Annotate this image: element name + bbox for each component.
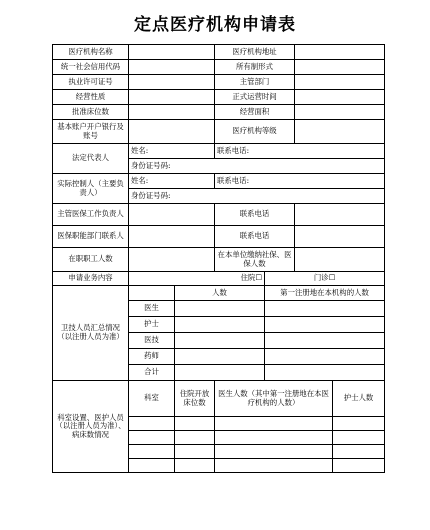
section-label: 卫技人员汇总情况（以注册人员为准）	[53, 286, 129, 381]
field-label: 联系电话	[215, 226, 295, 248]
field-label: 统一社会信用代码	[53, 60, 129, 75]
input-cell[interactable]	[129, 445, 175, 459]
input-cell[interactable]	[175, 417, 215, 431]
field-label: 医疗机构等级	[215, 120, 295, 144]
input-cell[interactable]	[129, 226, 215, 248]
input-cell[interactable]	[295, 226, 385, 248]
field-label: 所有制形式	[215, 60, 295, 75]
input-cell[interactable]	[175, 445, 215, 459]
input-cell[interactable]	[215, 431, 333, 445]
input-cell[interactable]	[215, 459, 333, 473]
table-row	[53, 90, 385, 105]
staff-type-label: 护士	[129, 317, 175, 333]
staff-type-label: 医技	[129, 333, 175, 349]
field-label: 实际控制人（主要负责人）	[53, 174, 129, 204]
phone-field[interactable]: 联系电话:	[215, 174, 385, 189]
table-row	[53, 248, 385, 272]
name-field[interactable]: 姓名:	[129, 144, 215, 159]
inpatient-checkbox[interactable]: 住院☐	[129, 272, 265, 286]
input-cell[interactable]	[175, 301, 265, 317]
staff-type-label: 医生	[129, 301, 175, 317]
column-header: 人数	[175, 286, 265, 301]
input-cell[interactable]	[129, 60, 215, 75]
id-number-field[interactable]: 身份证号码:	[129, 159, 385, 174]
field-label: 经营面积	[215, 105, 295, 120]
input-cell[interactable]	[265, 317, 385, 333]
input-cell[interactable]	[175, 317, 265, 333]
table-row	[53, 105, 385, 120]
input-cell[interactable]	[175, 333, 265, 349]
field-label: 主管医保工作负责人	[53, 204, 129, 226]
input-cell[interactable]	[129, 45, 215, 60]
column-header: 医生人数（其中第一注册地在本医疗机构的人数）	[215, 381, 333, 417]
input-cell[interactable]	[333, 445, 385, 459]
form-title: 定点医疗机构申请表	[134, 15, 296, 35]
input-cell[interactable]	[295, 248, 385, 272]
input-cell[interactable]	[129, 204, 215, 226]
column-header: 科室	[129, 381, 175, 417]
input-cell[interactable]	[215, 417, 333, 431]
table-row	[53, 45, 385, 60]
input-cell[interactable]	[175, 349, 265, 365]
input-cell[interactable]	[295, 90, 385, 105]
input-cell[interactable]	[175, 431, 215, 445]
phone-field[interactable]: 联系电话:	[215, 144, 385, 159]
input-cell[interactable]	[265, 349, 385, 365]
field-label: 批准床位数	[53, 105, 129, 120]
field-label: 申请业务内容	[53, 272, 129, 286]
staff-type-blank	[129, 286, 175, 301]
input-cell[interactable]	[333, 431, 385, 445]
input-cell[interactable]	[129, 459, 175, 473]
field-label: 执业许可证号	[53, 75, 129, 90]
field-label: 医保职能部门联系人	[53, 226, 129, 248]
input-cell[interactable]	[129, 75, 215, 90]
column-header: 第一注册地在本机构的人数	[265, 286, 385, 301]
field-label: 基本账户开户银行及账号	[53, 120, 129, 144]
table-row	[53, 174, 385, 189]
name-field[interactable]: 姓名:	[129, 174, 215, 189]
table-row	[53, 60, 385, 75]
input-cell[interactable]	[129, 120, 215, 144]
table-row	[53, 204, 385, 226]
field-label: 主管部门	[215, 75, 295, 90]
table-row	[53, 272, 385, 286]
staff-type-label: 合计	[129, 365, 175, 381]
input-cell[interactable]	[129, 105, 215, 120]
input-cell[interactable]	[129, 90, 215, 105]
input-cell[interactable]	[295, 120, 385, 144]
input-cell[interactable]	[175, 459, 215, 473]
id-number-field[interactable]: 身份证号码:	[129, 189, 385, 204]
application-form-table	[52, 44, 385, 473]
field-label: 医疗机构地址	[215, 45, 295, 60]
table-row	[53, 120, 385, 144]
input-cell[interactable]	[295, 60, 385, 75]
table-row	[53, 144, 385, 159]
input-cell[interactable]	[295, 204, 385, 226]
table-row	[53, 226, 385, 248]
table-row	[53, 381, 385, 417]
table-row	[53, 75, 385, 90]
input-cell[interactable]	[295, 105, 385, 120]
field-label: 正式运营时间	[215, 90, 295, 105]
table-row	[53, 286, 385, 301]
input-cell[interactable]	[265, 365, 385, 381]
input-cell[interactable]	[215, 445, 333, 459]
section-label: 科室设置、医护人员（以注册人员为准）、病床数情况	[53, 381, 129, 473]
field-label: 在职职工人数	[53, 248, 129, 272]
input-cell[interactable]	[333, 417, 385, 431]
field-label: 法定代表人	[53, 144, 129, 174]
input-cell[interactable]	[265, 333, 385, 349]
input-cell[interactable]	[129, 417, 175, 431]
input-cell[interactable]	[175, 365, 265, 381]
input-cell[interactable]	[129, 248, 215, 272]
input-cell[interactable]	[333, 459, 385, 473]
input-cell[interactable]	[129, 431, 175, 445]
input-cell[interactable]	[265, 301, 385, 317]
field-label: 在本单位缴纳社保、医保人数	[215, 248, 295, 272]
column-header: 护士人数	[333, 381, 385, 417]
column-header: 住院开放床位数	[175, 381, 215, 417]
field-label: 联系电话	[215, 204, 295, 226]
field-label: 经营性质	[53, 90, 129, 105]
input-cell[interactable]	[295, 75, 385, 90]
input-cell[interactable]	[295, 45, 385, 60]
field-label: 医疗机构名称	[53, 45, 129, 60]
staff-type-label: 药师	[129, 349, 175, 365]
outpatient-checkbox[interactable]: 门诊☐	[265, 272, 385, 286]
